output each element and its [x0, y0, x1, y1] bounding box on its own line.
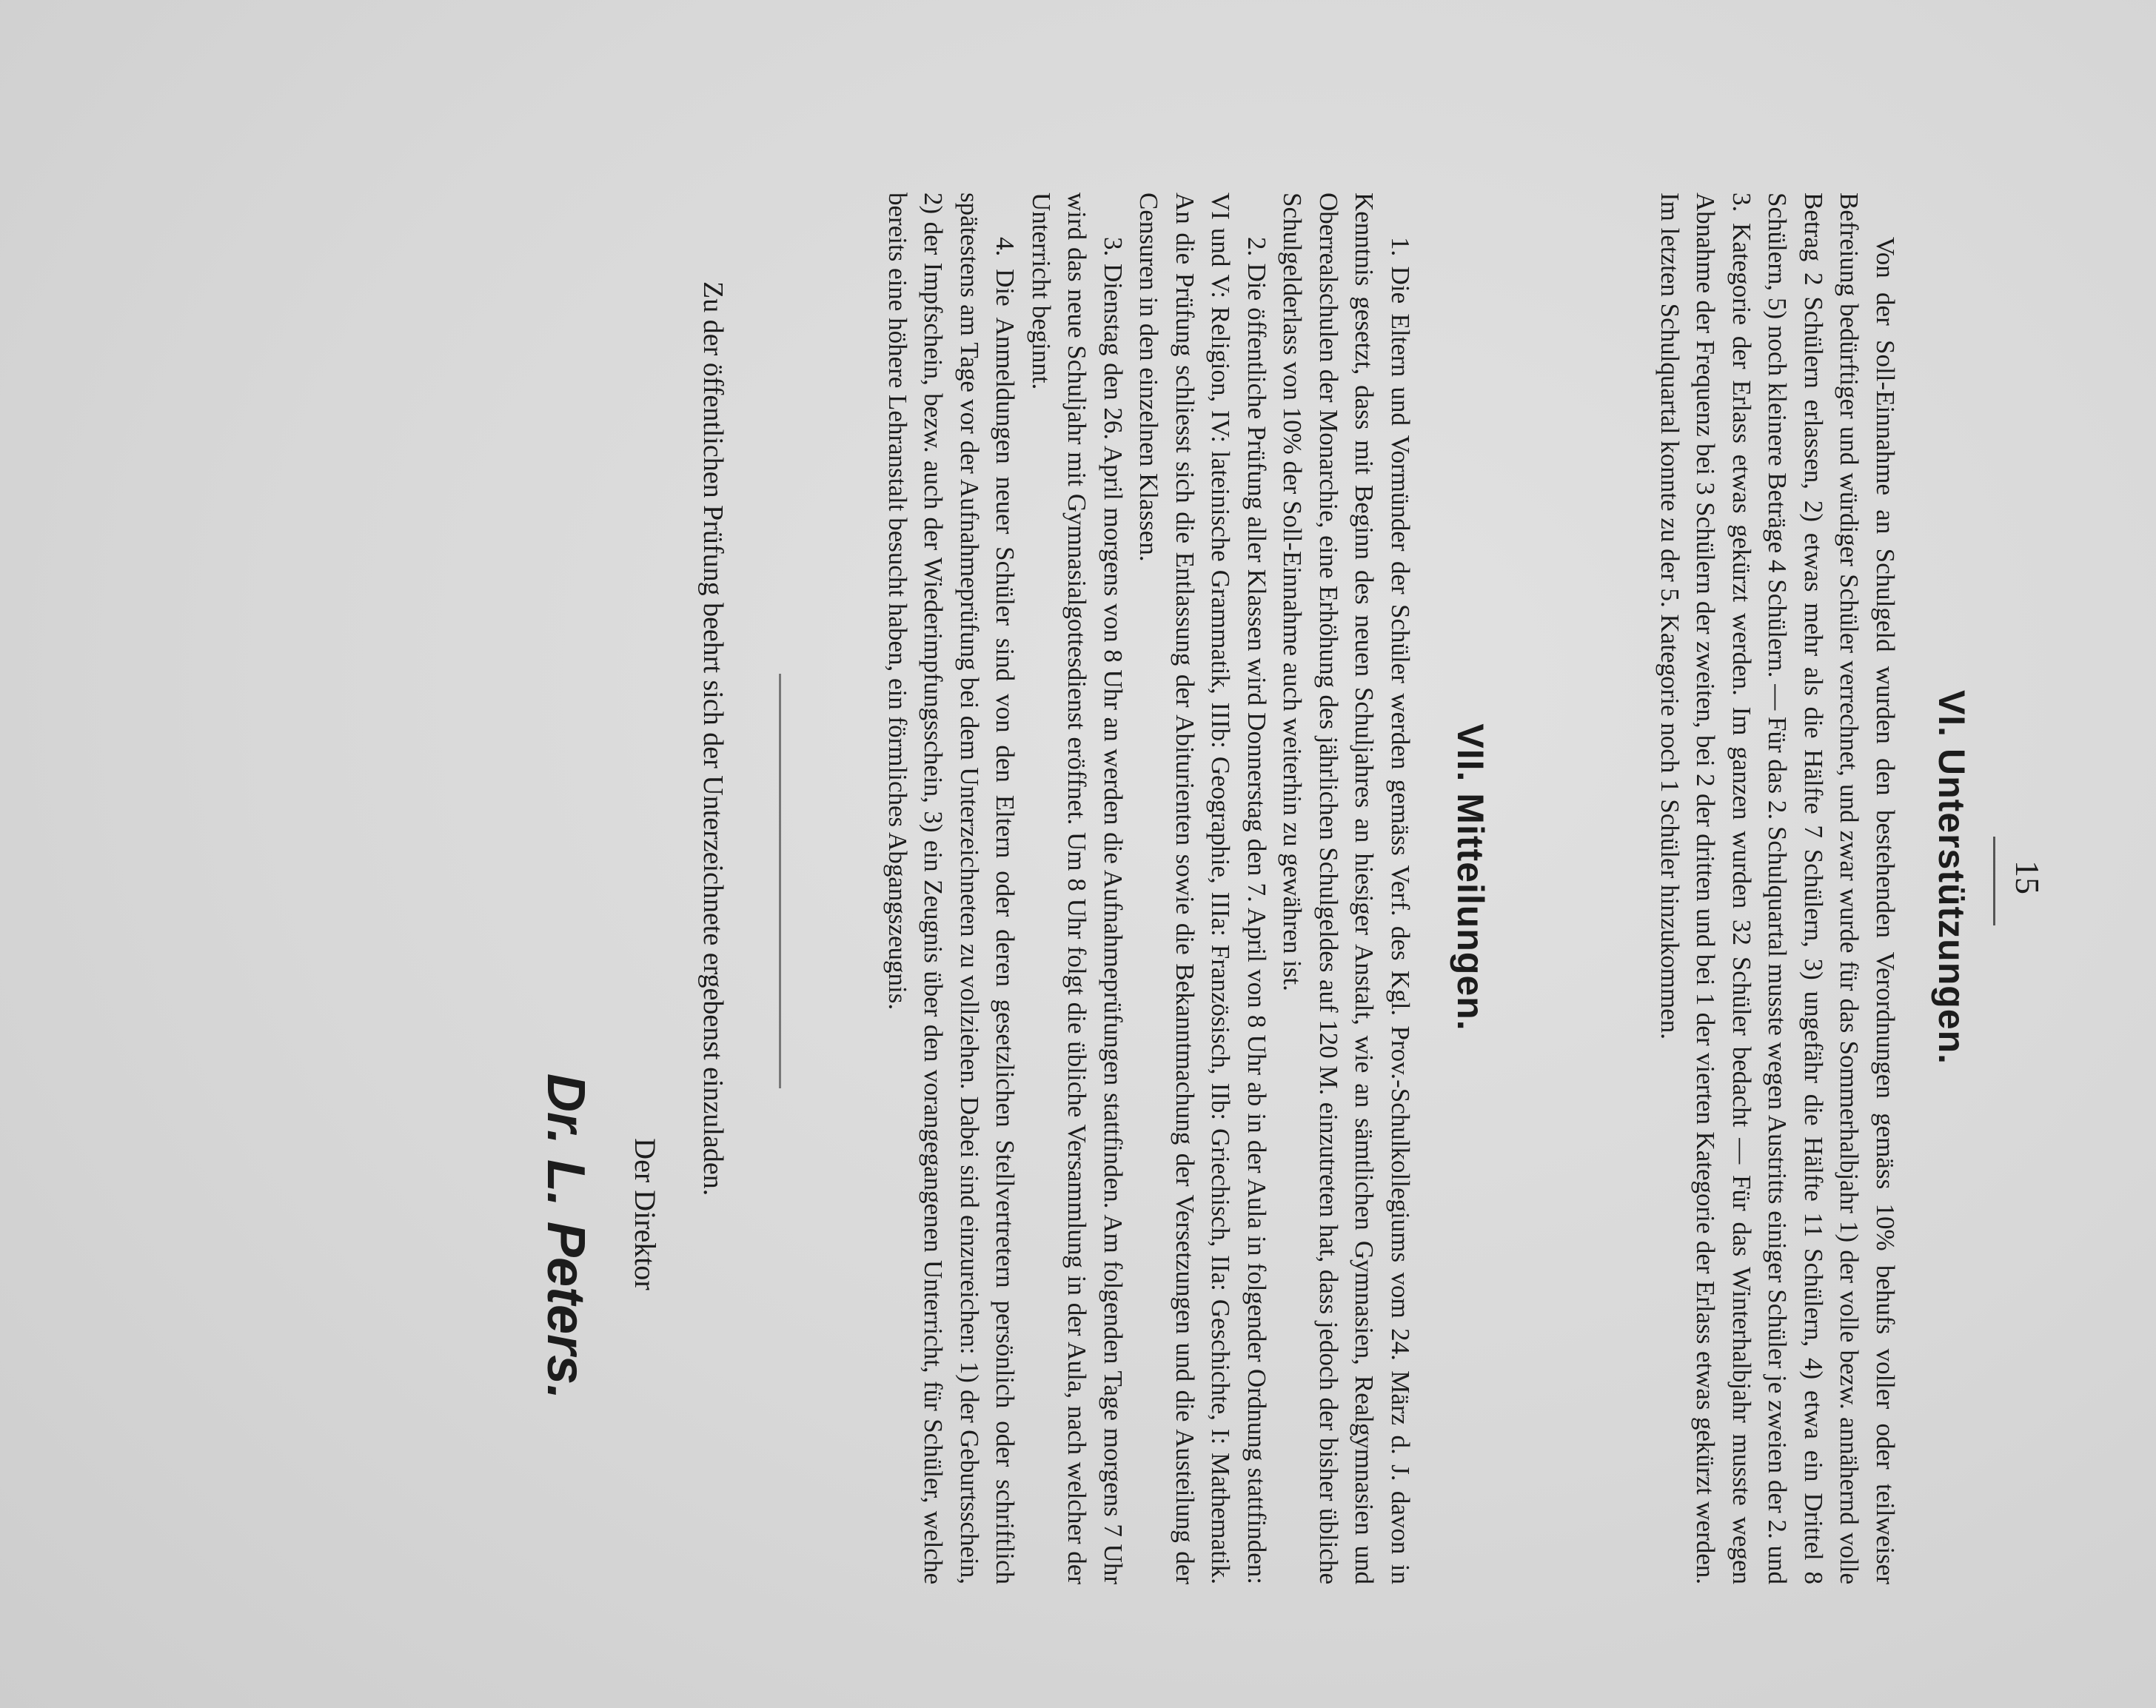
section-vii-paragraph-3: 3. Dienstag den 26. April morgens von 8 Uhr an werden die Aufnahmeprüfungen stattfinden. Am folgenden Tage morgens 7 Uhr wird das neue Schuljahr mit Gymnasialgottesdienst eröffnet. Um 8 Uhr folgt die übliche Versammlung in der Aula, nach welcher der Unterricht beginnt.: [1027, 192, 1128, 1584]
section-vii-title: VII. Mitteilungen.: [1450, 723, 1491, 1031]
page-number: 15: [2009, 860, 2046, 894]
section-vi-body: [1652, 192, 1904, 1584]
section-vii-body: [880, 192, 1419, 1584]
rotated-page-content: [536, 81, 2069, 1673]
section-vi-title: VI. Unterstützungen.: [1931, 689, 1972, 1065]
section-vii-paragraph-1: 1. Die Eltern und Vormünder der Schüler werden gemäss Verf. des Kgl. Prov.-Schulkollegiums vom 24. März d. J. davon in Kenntnis gesetzt, dass mit Beginn des neuen Schuljahres an hiesiger Anstalt, wie an sämtlichen Gymnasien, Realgymnasien und Oberrealschulen der Monarchie, eine Erhöhung des jährlichen Schulgeldes auf 120 M. einzutreten hat, dass jedoch der bisher übliche Schulgelderlass von 10% der Soll-Einnahme auch weiterhin zu gewähren ist.: [1278, 192, 1415, 1584]
director-label: Der Direktor: [629, 1138, 662, 1290]
page-number-rule: [1993, 837, 1995, 925]
section-vii-paragraph-2: 2. Die öffentliche Prüfung aller Klassen wird Donnerstag den 7. April von 8 Uhr ab in der Aula in folgender Ordnung stattfinden: VI und V: Religion, IV: lateinische Grammatik, IIIb: Geographie, IIIa: Französisch, IIb: Griechisch, IIa: Geschichte, I: Mathematik. An die Prüfung schliesst sich die Entlassung der Abiturienten sowie die Bekanntmachung der Versetzungen und die Austeilung der Censuren in den einzelnen Klassen.: [1134, 192, 1271, 1584]
section-divider: [779, 674, 781, 1088]
invitation-text: Zu der öffentlichen Prüfung beehrt sich der Unterzeichnete ergebenst einzuladen.: [697, 281, 729, 1196]
section-vii-paragraph-4: 4. Die Anmeldungen neuer Schüler sind von den Eltern oder deren gesetzlichen Stellvertretern persönlich oder schriftlich spätestens am Tage vor der Aufnahmeprüfung bei dem Unterzeichneten zu vollziehen. Dabei sind einzureichen: 1) der Geburtsschein, 2) der Impfschein, bezw. auch der Wiederimpfungsschein, 3) ein Zeugnis über den vorangegangenen Unterricht, für Schüler, welche bereits eine höhere Lehranstalt besucht haben, ein förmliches Abgangszeugnis.: [883, 192, 1020, 1584]
section-vi-paragraph: Von der Soll-Einnahme an Schulgeld wurden den bestehenden Verordnungen gemäss 10% behufs voller oder teilweiser Befreiung bedürftiger und würdiger Schüler verrechnet, und zwar wurde für das Sommerhalbjahr 1) der volle bezw. annähernd volle Betrag 2 Schülern erlassen, 2) etwas mehr als die Hälfte 7 Schülern, 3) ungefähr die Hälfte 11 Schülern, 4) etwa ein Drittel 8 Schülern, 5) noch kleinere Beträge 4 Schülern. — Für das 2. Schulquartal musste wegen Austritts einiger Schüler je zweien der 2. und 3. Kategorie der Erlass etwas gekürzt werden. Im ganzen wurden 32 Schüler bedacht — Für das Winterhalbjahr musste wegen Abnahme der Frequenz bei 3 Schülern der zweiten, bei 2 der dritten und bei 1 der vierten Kategorie der Erlass etwas gekürzt werden. Im letzten Schulquartal konnte zu der 5. Kategorie noch 1 Schüler hinzukommen.: [1656, 192, 1900, 1584]
director-signature: Dr. L. Peters.: [536, 1073, 595, 1400]
